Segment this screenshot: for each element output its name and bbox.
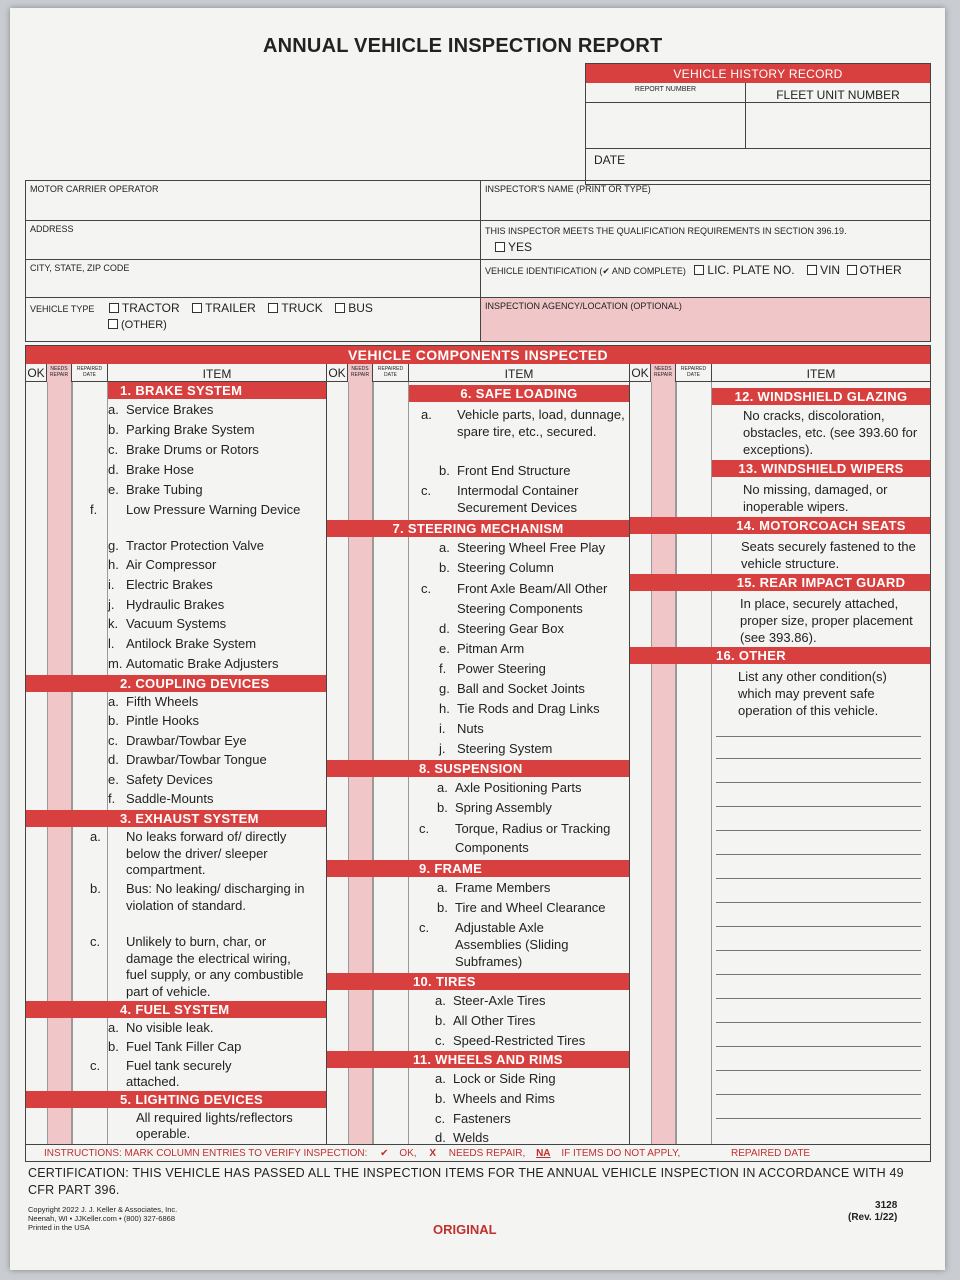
vehicle-type-field [26, 298, 481, 341]
steering-item-j: j. Steering System [439, 741, 553, 756]
instructions-line: INSTRUCTIONS: MARK COLUMN ENTRIES TO VERIFY INSPECTION: ✔ OK, X NEEDS REPAIR, NA IF ITEMS DO NOT APPLY, REPAIRED DATE [26, 1144, 930, 1161]
brake-item-c: c. Brake Drums or Rotors [108, 442, 259, 457]
brake-item-e: e. Brake Tubing [108, 482, 203, 497]
vehicle-history-record [585, 63, 931, 185]
copyright-block [28, 1205, 177, 1232]
steering-item-e: e. Pitman Arm [439, 641, 525, 656]
vin-checkbox[interactable] [807, 265, 817, 275]
brake-item-d: d. Brake Hose [108, 462, 194, 477]
safe-loading-item-c: c. Intermodal Container Securement Devices [421, 483, 579, 515]
fuel-item-c: c. Fuel tank securely attached. [90, 1058, 232, 1089]
tractor-label: TRACTOR [121, 301, 180, 315]
seats-text: Seats securely fastened to the vehicle structure. [741, 539, 916, 571]
section-steering-mechanism: 7. STEERING MECHANISM [327, 520, 629, 537]
motor-carrier-label: MOTOR CARRIER OPERATOR [30, 184, 159, 194]
frame-item-c: c. Adjustable Axle Assemblies (Sliding Subframes) [419, 920, 569, 969]
ok-column-header-2: OK [327, 364, 348, 382]
motor-carrier-field[interactable] [26, 181, 481, 220]
yes-label: YES [508, 240, 533, 254]
bus-checkbox[interactable] [335, 303, 345, 313]
vin-label: VIN [820, 263, 841, 277]
steering-item-i: i. Nuts [439, 721, 484, 736]
report-number-field[interactable] [586, 103, 746, 149]
steering-item-f: f. Power Steering [439, 661, 546, 676]
section-frame: 9. FRAME [327, 860, 629, 877]
glazing-text: No cracks, discoloration, obstacles, etc. (see 393.60 for exceptions). [743, 408, 918, 457]
frame-item-a: a. Frame Members [437, 880, 551, 895]
lighting-text: All required lights/reflectors operable. [136, 1110, 293, 1141]
yes-checkbox[interactable] [495, 242, 505, 252]
section-tires: 10. TIRES [327, 973, 629, 990]
item-column-header-2: ITEM [504, 367, 534, 381]
brake-item-b: b. Parking Brake System [108, 422, 255, 437]
tires-item-a: a. Steer-Axle Tires [435, 993, 546, 1008]
section-coupling-devices: 2. COUPLING DEVICES [26, 675, 326, 692]
suspension-item-b: b. Spring Assembly [437, 800, 552, 815]
section-other: 16. OTHER [630, 647, 930, 664]
needs-repair-column-header-3: NEEDS REPAIR [651, 364, 676, 382]
wheels-item-c: c. Fasteners [435, 1111, 511, 1126]
section-rear-impact-guard: 15. REAR IMPACT GUARD [630, 574, 930, 591]
vehicle-id-label: VEHICLE IDENTIFICATION (✔ AND COMPLETE) [485, 266, 686, 276]
components-column-2 [327, 364, 630, 1144]
safe-loading-item-b: b. Front End Structure [439, 463, 571, 478]
address-label: ADDRESS [30, 224, 74, 234]
section-windshield-wipers: 13. WINDSHIELD WIPERS [712, 460, 930, 477]
brake-item-i: i. Electric Brakes [108, 577, 213, 592]
coupling-item-b: b. Pintle Hooks [108, 713, 199, 728]
exhaust-item-b: b. Bus: No leaking/ discharging in violation of standard. [90, 881, 305, 913]
other-type-checkbox[interactable] [108, 319, 118, 329]
brake-item-f: f. Low Pressure Warning Device [90, 502, 301, 517]
qualification-label: THIS INSPECTOR MEETS THE QUALIFICATION REQUIREMENTS IN SECTION 396.19. [485, 226, 847, 236]
suspension-item-a: a. Axle Positioning Parts [437, 780, 582, 795]
brake-item-g: g. Tractor Protection Valve [108, 538, 264, 553]
section-exhaust-system: 3. EXHAUST SYSTEM [26, 810, 326, 827]
other-id-label: OTHER [859, 263, 902, 277]
bus-label: BUS [348, 301, 373, 315]
city-state-zip-field[interactable] [26, 260, 481, 297]
address-field[interactable] [26, 221, 481, 259]
coupling-item-e: e. Safety Devices [108, 772, 213, 787]
trailer-label: TRAILER [205, 301, 256, 315]
components-column-1 [26, 364, 327, 1144]
section-suspension: 8. SUSPENSION [327, 760, 629, 777]
coupling-item-f: f. Saddle-Mounts [108, 791, 214, 806]
components-banner: VEHICLE COMPONENTS INSPECTED [26, 346, 930, 364]
fleet-unit-number-label: FLEET UNIT NUMBER [746, 83, 930, 103]
inspection-agency-label: INSPECTION AGENCY/LOCATION (OPTIONAL) [485, 301, 682, 311]
repaired-date-column-header: REPAIRED DATE [72, 364, 108, 382]
other-type-label: (OTHER) [121, 319, 167, 331]
qualification-field [481, 221, 930, 259]
needs-repair-column-header: NEEDS REPAIR [47, 364, 72, 382]
guard-text: In place, securely attached, proper size, proper placement (see 393.86). [740, 596, 913, 645]
needs-repair-column-header-2: NEEDS REPAIR [348, 364, 373, 382]
date-label: DATE [594, 153, 626, 167]
inspector-name-label: INSPECTOR'S NAME (PRINT OR TYPE) [485, 184, 651, 194]
city-state-zip-label: CITY, STATE, ZIP CODE [30, 263, 130, 273]
wheels-item-b: b. Wheels and Rims [435, 1091, 555, 1106]
copyright-line-1: Copyright 2022 J. J. Keller & Associates, Inc. [28, 1205, 178, 1214]
steering-item-d: d. Steering Gear Box [439, 621, 564, 636]
brake-item-j: j. Hydraulic Brakes [108, 597, 225, 612]
repaired-date-column-header-3: REPAIRED DATE [676, 364, 712, 382]
section-lighting-devices: 5. LIGHTING DEVICES [26, 1091, 326, 1108]
copyright-line-3: Printed in the USA [28, 1223, 90, 1232]
wheels-item-d: d. Welds [435, 1130, 489, 1144]
wheels-item-a: a. Lock or Side Ring [435, 1071, 556, 1086]
steering-item-g: g. Ball and Socket Joints [439, 681, 585, 696]
steering-item-h: h. Tie Rods and Drag Links [439, 701, 600, 716]
brake-item-l: l. Antilock Brake System [108, 636, 257, 651]
ok-column-header-3: OK [630, 364, 651, 382]
steering-item-b: b. Steering Column [439, 560, 554, 575]
steering-item-c: c. Front Axle Beam/All Other Steering Components [421, 581, 608, 616]
brake-item-h: h. Air Compressor [108, 557, 217, 572]
other-text: List any other condition(s) which may prevent safe operation of this vehicle. [738, 669, 887, 718]
section-brake-system: 1. BRAKE SYSTEM [108, 382, 326, 399]
fuel-item-a: a. No visible leak. [108, 1020, 214, 1035]
ok-column-header: OK [26, 364, 47, 382]
certification-text: CERTIFICATION: THIS VEHICLE HAS PASSED ALL THE INSPECTION ITEMS FOR THE ANNUAL VEHICLE INSPECTION IN ACCORDANCE WITH 49 CFR PART 396. [28, 1166, 904, 1197]
carrier-info-block [25, 180, 931, 342]
original-copy-label: ORIGINAL [433, 1222, 497, 1237]
form-number-block [848, 1200, 897, 1224]
form-revision: (Rev. 1/22) [848, 1212, 898, 1223]
coupling-item-c: c. Drawbar/Towbar Eye [108, 733, 247, 748]
exhaust-item-a: a. No leaks forward of/ directly below the driver/ sleeper compartment. [90, 829, 287, 877]
tires-item-b: b. All Other Tires [435, 1013, 536, 1028]
steering-item-a: a. Steering Wheel Free Play [439, 540, 606, 555]
form-number: 3128 [875, 1200, 898, 1211]
truck-checkbox[interactable] [268, 303, 278, 313]
lic-plate-label: LIC. PLATE NO. [707, 263, 795, 277]
tractor-checkbox[interactable] [109, 303, 119, 313]
coupling-item-a: a. Fifth Wheels [108, 694, 199, 709]
form-title: ANNUAL VEHICLE INSPECTION REPORT [263, 35, 663, 57]
section-windshield-glazing: 12. WINDSHIELD GLAZING [712, 388, 930, 405]
brake-item-a: a. Service Brakes [108, 402, 214, 417]
inspector-name-field[interactable] [481, 181, 930, 220]
trailer-checkbox[interactable] [192, 303, 202, 313]
item-column-header-3: ITEM [806, 367, 836, 381]
brake-item-k: k. Vacuum Systems [108, 616, 227, 631]
item-column-header: ITEM [202, 367, 232, 381]
section-fuel-system: 4. FUEL SYSTEM [26, 1001, 326, 1018]
vehicle-type-label: VEHICLE TYPE [30, 304, 95, 314]
fleet-unit-number-field[interactable] [746, 103, 930, 149]
components-table [25, 345, 931, 1162]
exhaust-item-c: c. Unlikely to burn, char, or damage the electrical wiring, fuel supply, or any combustible part of vehicle. [90, 934, 304, 999]
vehicle-history-header: VEHICLE HISTORY RECORD [586, 64, 930, 83]
safe-loading-item-a: a. Vehicle parts, load, dunnage, spare tire, etc., secured. [421, 407, 625, 439]
section-motorcoach-seats: 14. MOTORCOACH SEATS [630, 517, 930, 534]
frame-item-b: b. Tire and Wheel Clearance [437, 900, 606, 915]
truck-label: TRUCK [281, 301, 323, 315]
coupling-item-d: d. Drawbar/Towbar Tongue [108, 752, 267, 767]
repaired-date-column-header-2: REPAIRED DATE [373, 364, 409, 382]
fuel-item-b: b. Fuel Tank Filler Cap [108, 1039, 242, 1054]
tires-item-c: c. Speed-Restricted Tires [435, 1033, 586, 1048]
components-column-3 [630, 364, 930, 1144]
report-number-label: REPORT NUMBER [586, 83, 746, 103]
section-wheels-and-rims: 11. WHEELS AND RIMS [327, 1051, 629, 1068]
suspension-item-c: c. Torque, Radius or Tracking Components [419, 821, 611, 855]
other-id-checkbox[interactable] [847, 265, 857, 275]
copyright-line-2: Neenah, WI • JJKeller.com • (800) 327-6868 [28, 1214, 175, 1223]
inspection-agency-field[interactable] [481, 298, 930, 341]
lic-plate-checkbox[interactable] [694, 265, 704, 275]
brake-item-m: m. Automatic Brake Adjusters [108, 656, 279, 671]
vehicle-id-field [481, 260, 930, 297]
wipers-text: No missing, damaged, or inoperable wipers. [743, 482, 888, 514]
section-safe-loading: 6. SAFE LOADING [409, 385, 629, 402]
